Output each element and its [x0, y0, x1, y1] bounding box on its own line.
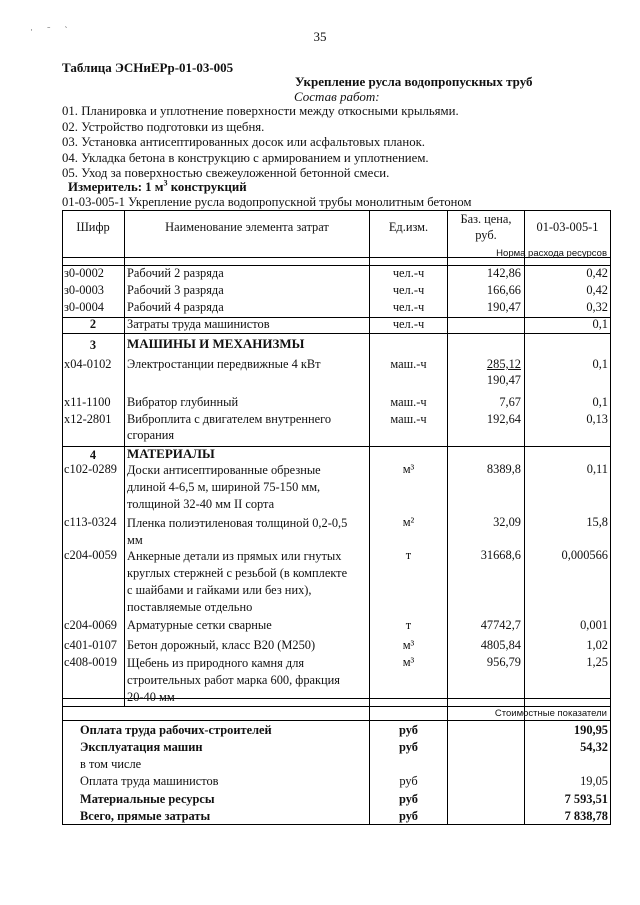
- table-caption: 01-03-005-1 Укрепление русла водопропускной трубы монолитным бетоном: [62, 195, 472, 209]
- row-price: 7,67: [499, 395, 521, 409]
- total-value: 7 838,78: [564, 809, 608, 823]
- row-unit: чел.-ч: [392, 266, 425, 280]
- row-price: 166,66: [486, 283, 521, 297]
- row-price: 142,86: [486, 266, 521, 280]
- work-item: 01. Планировка и уплотнение поверхности между откосными крыльями.: [62, 104, 459, 118]
- norm-note: Норма расхода ресурсов: [496, 248, 607, 259]
- resource-table: [62, 210, 611, 825]
- page-number: 35: [313, 29, 327, 44]
- row-unit: маш.-ч: [390, 395, 427, 409]
- row-code: с204-0069: [64, 618, 117, 632]
- cost-note: Стоимостные показатели: [494, 708, 607, 719]
- measure-unit: Измеритель: 1 $м^3$ конструкций: [68, 178, 247, 194]
- row-unit: чел.-ч: [392, 283, 425, 297]
- header-price: Баз. цена, руб.: [460, 212, 512, 242]
- row-price: 8389,8: [486, 462, 521, 476]
- grid-line: [62, 210, 611, 211]
- grid-line: [62, 706, 611, 707]
- section-number: 2: [89, 317, 97, 331]
- row-qty: 0,001: [580, 618, 608, 632]
- grid-line: [62, 333, 611, 334]
- row-qty: 0,11: [586, 462, 608, 476]
- row-qty: 15,8: [586, 515, 608, 529]
- row-price: 190,47: [486, 300, 521, 314]
- row-name: Рабочий 4 разряда: [127, 300, 224, 314]
- grid-line: [124, 210, 125, 706]
- grid-line: [62, 210, 63, 825]
- section-number: 3: [89, 338, 97, 352]
- work-item: 04. Укладка бетона в конструкцию с армированием и уплотнением.: [62, 150, 429, 165]
- total-label: Оплата труда машинистов: [80, 774, 219, 788]
- row-qty: 0,1: [592, 357, 608, 371]
- work-item: 03. Установка антисептированных досок или асфальтовых планок.: [62, 135, 426, 149]
- scan-marks: · ˉ ˋ: [30, 25, 74, 35]
- row-code: с204-0059: [64, 548, 117, 562]
- row-price: 956,79: [486, 655, 521, 669]
- header-code: Шифр: [76, 220, 110, 234]
- row-unit: т: [405, 548, 412, 562]
- row-qty: 0,1: [592, 317, 608, 331]
- row-code: х12-2801: [64, 412, 112, 426]
- row-unit: маш.-ч: [390, 357, 427, 371]
- works-subtitle: Состав работ:: [294, 89, 380, 104]
- total-label: Оплата труда рабочих-строителей: [80, 723, 272, 737]
- row-code: с113-0324: [64, 515, 117, 529]
- row-code: з0-0003: [64, 283, 104, 297]
- work-item: 02. Устройство подготовки из щебня.: [62, 119, 265, 134]
- total-unit: руб: [399, 740, 418, 754]
- row-qty: 0,42: [586, 266, 608, 280]
- section-number: 4: [89, 448, 97, 462]
- total-unit: руб: [399, 723, 418, 737]
- row-code: х04-0102: [64, 357, 112, 371]
- total-value: 54,32: [580, 740, 608, 754]
- row-code: с401-0107: [64, 638, 117, 652]
- table-id: Таблица ЭСНиЕРр-01-03-005: [62, 60, 234, 75]
- row-unit: чел.-ч: [392, 317, 425, 331]
- row-qty: 0,000566: [561, 548, 608, 562]
- works-list: [62, 104, 459, 182]
- row-unit: м³: [402, 462, 415, 476]
- row-qty: 1,25: [586, 655, 608, 669]
- total-label: Всего, прямые затраты: [80, 809, 211, 823]
- row-name: Затраты труда машинистов: [127, 317, 270, 331]
- row-price-secondary: 190,47: [486, 373, 521, 387]
- row-name: Анкерные детали из прямых или гнутых круглых стержней с резьбой (в комплекте с шайбами и гайками или без них), поставляемые отдельно: [127, 549, 348, 614]
- row-unit: м³: [402, 638, 415, 652]
- row-code: с102-0289: [64, 462, 117, 476]
- row-qty: 0,13: [586, 412, 608, 426]
- total-unit: руб: [399, 809, 418, 823]
- section-title: МАТЕРИАЛЫ: [127, 446, 215, 461]
- row-unit: маш.-ч: [390, 412, 427, 426]
- row-name: Рабочий 3 разряда: [127, 283, 224, 297]
- total-value: 7 593,51: [564, 792, 608, 806]
- table-title: Укрепление русла водопропускных труб: [295, 74, 533, 89]
- row-name: Вибратор глубинный: [127, 395, 239, 409]
- grid-line: [62, 720, 611, 721]
- total-label: в том числе: [80, 757, 142, 771]
- row-qty: 0,42: [586, 283, 608, 297]
- row-qty: 0,1: [592, 395, 608, 409]
- total-value: 19,05: [580, 774, 608, 788]
- header-unit: Ед.изм.: [388, 220, 429, 234]
- row-name: Рабочий 2 разряда: [127, 266, 224, 280]
- total-unit: руб: [399, 774, 418, 788]
- row-name: Бетон дорожный, класс В20 (М250): [127, 638, 316, 652]
- row-price: 47742,7: [480, 618, 521, 632]
- section-title: МАШИНЫ И МЕХАНИЗМЫ: [127, 336, 305, 351]
- row-qty: 1,02: [586, 638, 608, 652]
- row-name: Щебень из природного камня для строительных работ марка 600, фракция 20-40 мм: [127, 656, 340, 704]
- header-norm: 01-03-005-1: [536, 220, 599, 234]
- row-qty: 0,32: [586, 300, 608, 314]
- row-code: х11-1100: [64, 395, 111, 409]
- grid-line: [610, 210, 611, 825]
- row-name: Доски антисептированные обрезные длиной 4-6,5 м, шириной 75-150 мм, толщиной 32-40 мм II сорта: [127, 463, 321, 511]
- row-unit: м²: [402, 515, 415, 529]
- row-name: Арматурные сетки сварные: [127, 618, 272, 632]
- work-item: 05. Уход за поверхностью свежеуложенной бетонной смеси.: [62, 166, 390, 180]
- row-unit: т: [405, 618, 412, 632]
- row-name: Электростанции передвижные 4 кВт: [127, 357, 321, 371]
- row-code: з0-0002: [64, 266, 104, 280]
- row-name: Виброплита с двигателем внутреннего сгорания: [127, 412, 332, 442]
- row-price: 31668,6: [480, 548, 521, 562]
- row-unit: м³: [402, 655, 415, 669]
- row-price: 32,09: [493, 515, 521, 529]
- header-name: Наименование элемента затрат: [165, 220, 329, 234]
- row-name: Пленка полиэтиленовая толщиной 0,2-0,5 мм: [127, 516, 348, 547]
- total-label: Эксплуатация машин: [80, 740, 203, 754]
- total-unit: руб: [399, 792, 418, 806]
- row-price: 192,64: [486, 412, 521, 426]
- row-price: 4805,84: [480, 638, 521, 652]
- total-value: 190,95: [573, 723, 608, 737]
- row-code: з0-0004: [64, 300, 104, 314]
- row-unit: чел.-ч: [392, 300, 425, 314]
- row-code: с408-0019: [64, 655, 117, 669]
- row-price: 285,12: [486, 357, 521, 371]
- total-label: Материальные ресурсы: [80, 792, 215, 806]
